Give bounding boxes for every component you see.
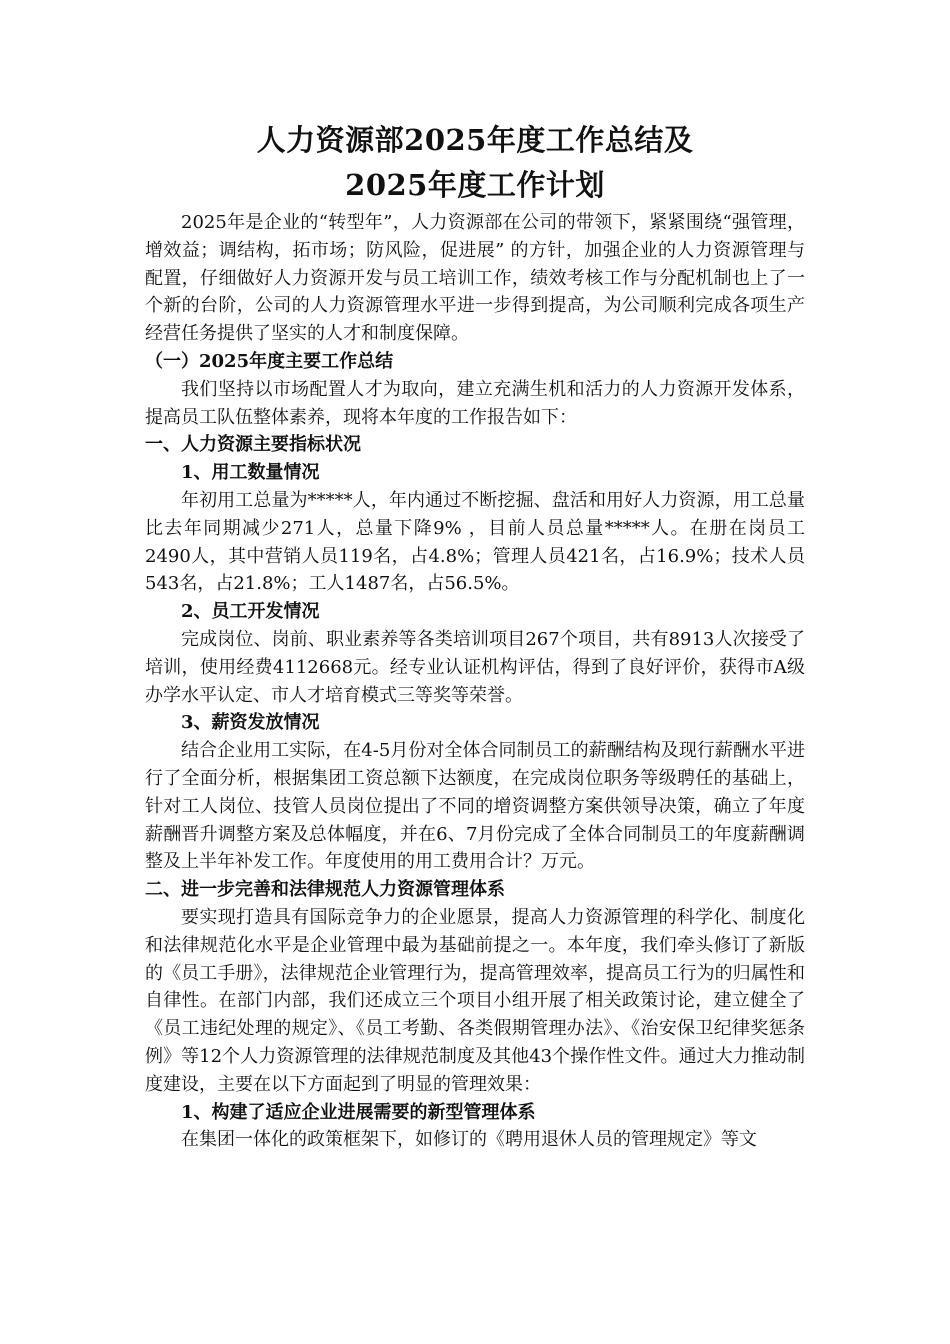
salary-paragraph: 结合企业用工实际，在4-5月份对全体合同制员工的薪酬结构及现行薪酬水平进行了全面分析，根据集团工资总额下达额度，在完成岗位职务等级聘任的基础上，针对工人岗位、技管人员岗位提出了不同的增资调整方案供领导决策，确立了年度薪酬晋升调整方案及总体幅度，并在6、7月份完成了全体合同制员工的年度薪酬调整及上半年补发工作。年度使用的用工费用合计？万元。 [145,740,805,873]
staff-development-paragraph: 完成岗位、岗前、职业素养等各类培训项目267个项目，共有8913人次接受了培训，使用经费4112668元。经专业认证机构评估，得到了良好评价，获得市A级办学水平认定、市人才培育模式三等奖等荣誉。 [145,628,805,706]
subheading-salary: 3、薪资发放情况 [181,712,320,734]
heading-management-system: 二、进一步完善和法律规范人力资源管理体系 [145,879,505,901]
document-body [145,209,805,1154]
subheading-headcount: 1、用工数量情况 [181,462,320,484]
document-title-line-2: 2025年度工作计划 [345,168,605,202]
subheading-staff-development: 2、员工开发情况 [181,601,320,623]
heading-hr-indicators: 一、人力资源主要指标状况 [145,434,361,456]
management-system-paragraph: 要实现打造具有国际竞争力的企业愿景，提高人力资源管理的科学化、制度化和法律规范化水平是企业管理中最为基础前提之一。本年度，我们牵头修订了新版的《员工手册》，法律规范企业管理行为，提高管理效率，提高员工行为的归属性和自律性。在部门内部，我们还成立三个项目小组开展了相关政策讨论，建立健全了《员工违纪处理的规定》、《员工考勤、各类假期管理办法》、《治安保卫纪律奖惩条例》等12个人力资源管理的法律规范制度及其他43个操作性文件。通过大力推动制度建设，主要在以下方面起到了明显的管理效果： [145,906,805,1095]
headcount-paragraph: 年初用工总量为*****人，年内通过不断挖掘、盘活和用好人力资源，用工总量比去年同期减少271人，总量下降9% ，目前人员总量*****人。在册在岗员工2490人，其中营销人员119名，占4.8%；管理人员421名，占16.9%；技术人员543名，占21.8%；工人1487名，占56.5%。 [145,489,805,595]
intro-paragraph: 2025年是企业的“转型年”，人力资源部在公司的带领下，紧紧围绕“强管理，增效益；调结构，拓市场；防风险，促进展” 的方针，加强企业的人力资源管理与配置，仔细做好人力资源开发与员工培训工作，绩效考核工作与分配机制也上了一个新的台阶，公司的人力资源管理水平进一步得到提高，为公司顺利完成各项生产经营任务提供了坚实的人才和制度保障。 [145,212,805,345]
policy-framework-paragraph: 在集团一体化的政策框架下，如修订的《聘用退休人员的管理规定》等文 [181,1129,757,1151]
document-title-line-1: 人力资源部2025年度工作总结及 [256,123,694,157]
subheading-new-management-system: 1、构建了适应企业进展需要的新型管理体系 [181,1101,536,1123]
document-page [145,118,805,1154]
summary-intro-paragraph: 我们坚持以市场配置人才为取向，建立充满生机和活力的人力资源开发体系，提高员工队伍整体素养，现将本年度的工作报告如下： [145,378,805,428]
section-heading-summary: （一）2025年度主要工作总结 [145,350,394,372]
